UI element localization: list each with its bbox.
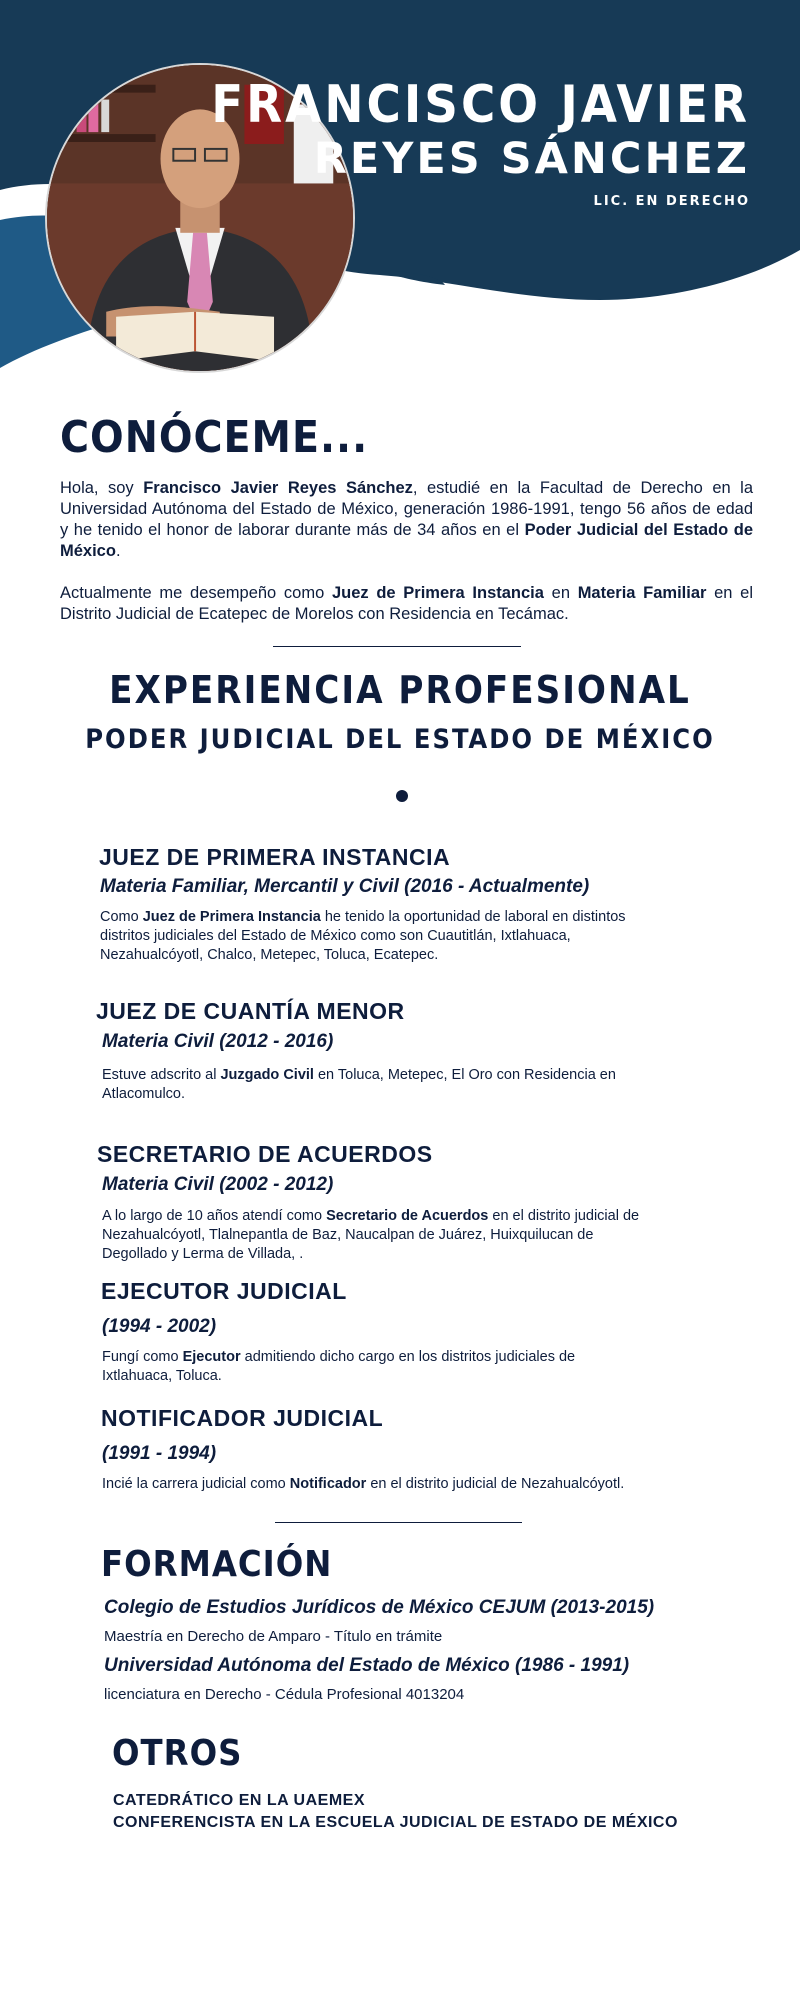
- job-subtitle: (1991 - 1994): [102, 1443, 217, 1464]
- others-item: CATEDRÁTICO EN LA UAEMEX: [113, 1792, 365, 1809]
- about-paragraph-2: Actualmente me desempeño como Juez de Primera Instancia en Materia Familiar en el Distrito Judicial de Ecatepec de Morelos con Residencia en Tecámac.: [60, 584, 754, 623]
- divider: [273, 646, 521, 647]
- job-subtitle: Materia Familiar, Mercantil y Civil (2016 - Actualmente): [100, 876, 590, 897]
- education-school: Colegio de Estudios Jurídicos de México CEJUM (2013-2015): [104, 1597, 655, 1618]
- bullet-dot: [396, 790, 408, 802]
- about-paragraph-1: Hola, soy Francisco Javier Reyes Sánchez, estudié en la Facultad de Derecho en la Universidad Autónoma del Estado de México, generación 1986-1991, tengo 56 años de edad y he tenido el honor de laborar durante más de 34 años en el Poder Judicial del Estado de México.: [60, 479, 753, 560]
- name-block: [211, 76, 750, 209]
- education-degree: Maestría en Derecho de Amparo - Título en trámite: [104, 1628, 443, 1645]
- divider: [275, 1522, 522, 1523]
- experience-heading: EXPERIENCIA PROFESIONAL: [109, 668, 691, 712]
- job-title: NOTIFICADOR JUDICIAL: [101, 1405, 384, 1431]
- job-description: Estuve adscrito al Juzgado Civil en Toluca, Metepec, El Oro con Residencia en Atlacomulco.: [102, 1067, 616, 1102]
- job-description: Incié la carrera judicial como Notificador en el distrito judicial de Nezahualcóyotl.: [102, 1476, 625, 1492]
- job-subtitle: Materia Civil (2002 - 2012): [102, 1174, 334, 1195]
- job-title: JUEZ DE CUANTÍA MENOR: [96, 998, 405, 1024]
- professional-title: LIC. EN DERECHO: [593, 194, 750, 209]
- job-title: SECRETARIO DE ACUERDOS: [97, 1141, 433, 1167]
- job-description: Fungí como Ejecutor admitiendo dicho cargo en los distritos judiciales de Ixtlahuaca, Toluca.: [102, 1349, 576, 1384]
- job-title: EJECUTOR JUDICIAL: [101, 1278, 347, 1304]
- name-first: FRANCISCO JAVIER: [211, 75, 750, 135]
- others-item: CONFERENCISTA EN LA ESCUELA JUDICIAL DE ESTADO DE MÉXICO: [113, 1814, 678, 1831]
- job-title: JUEZ DE PRIMERA INSTANCIA: [99, 844, 451, 870]
- job-subtitle: Materia Civil (2012 - 2016): [102, 1031, 334, 1052]
- job-subtitle: (1994 - 2002): [102, 1316, 217, 1337]
- education-school: Universidad Autónoma del Estado de México (1986 - 1991): [104, 1655, 630, 1676]
- job-description: Como Juez de Primera Instancia he tenido la oportunidad de laboral en distintos distritos judiciales del Estado de México como son Cuautitlán, Ixtlahuaca, Nezahualcóyotl, Chalco, Metepec, Toluca, Ecatepec.: [100, 909, 626, 963]
- others-heading: OTROS: [112, 1733, 243, 1774]
- name-last: REYES SÁNCHEZ: [313, 134, 750, 184]
- about-heading: CONÓCEME...: [60, 412, 369, 463]
- education-heading: FORMACIÓN: [101, 1544, 333, 1585]
- job-description: A lo largo de 10 años atendí como Secretario de Acuerdos en el distrito judicial de Nezahualcóyotl, Tlalnepantla de Baz, Naucalpan de Juárez, Huixquilucan de Degollado y Lerma de Villada, .: [102, 1208, 640, 1262]
- experience-subheading: PODER JUDICIAL DEL ESTADO DE MÉXICO: [85, 724, 715, 755]
- education-degree: licenciatura en Derecho - Cédula Profesional 4013204: [104, 1686, 465, 1703]
